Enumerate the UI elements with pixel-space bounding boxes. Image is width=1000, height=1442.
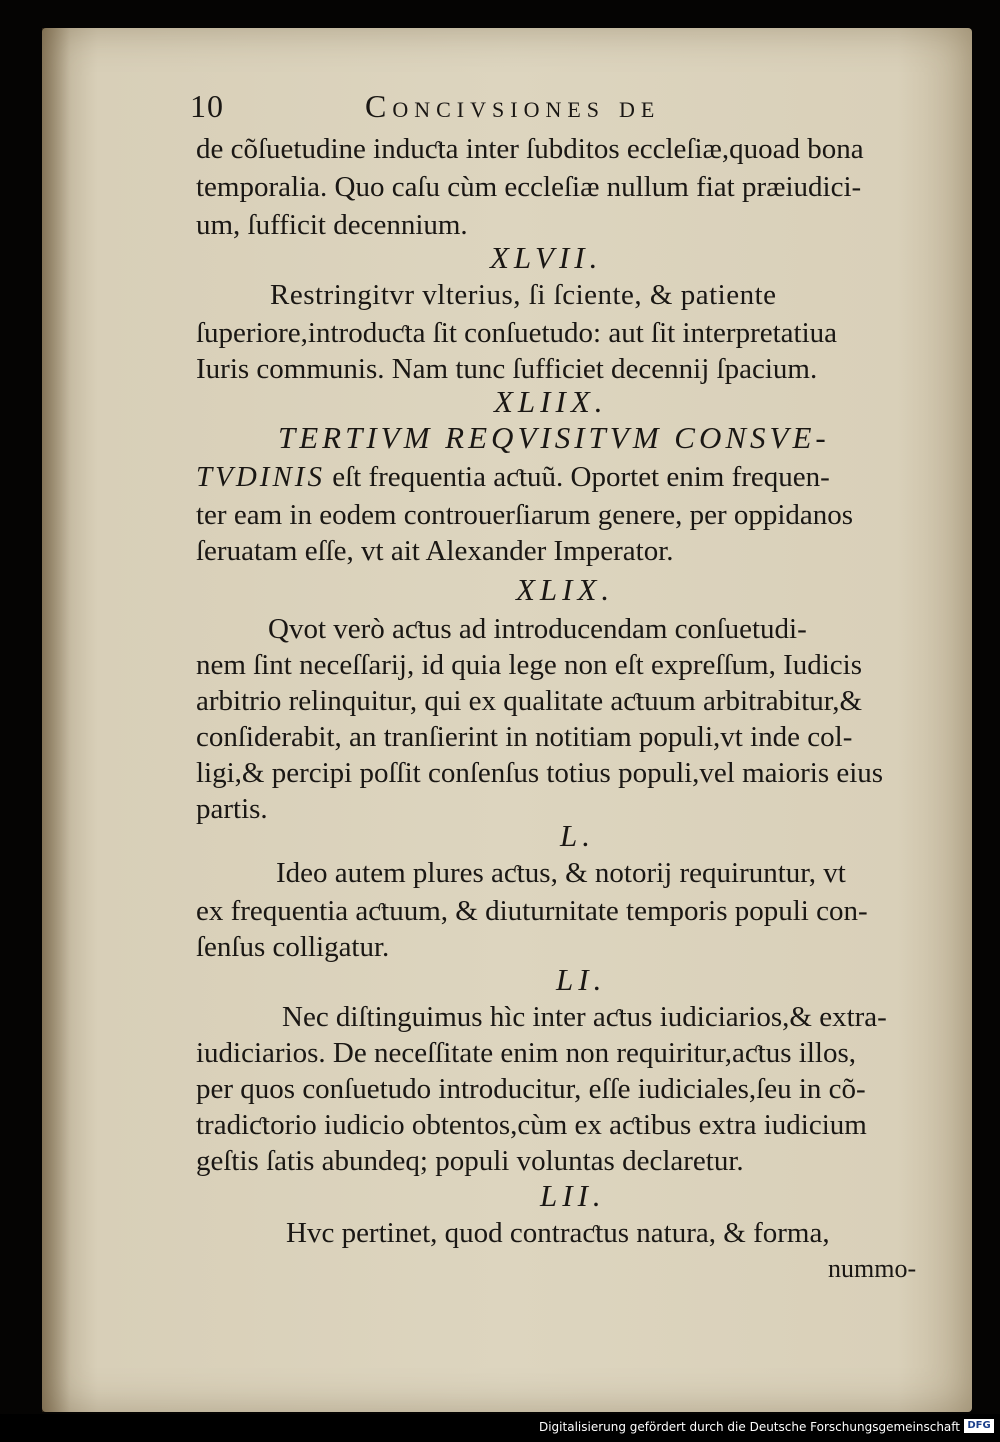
section-number: LII. [540,1178,606,1213]
text-line: um, ſufficit decennium. [196,209,468,241]
catchword: nummo- [828,1254,917,1283]
section-heading-caps: TERTIVM REQVISITVM CONSVE- [278,420,830,455]
heading-continuation: TVDINIS [196,461,325,493]
text-line: ſenſus colligatur. [196,931,390,963]
text-line: per quos conſuetudo introducitur, eſſe iudiciales,ſeu in cõ- [196,1073,866,1105]
text-line: arbitrio relinquitur, qui ex qualitate aƈtuum arbitrabitur,& [196,685,863,717]
text-line: ſeruatam eſſe, vt ait Alexander Imperator. [196,535,674,567]
text-line: nem ſint neceſſarij, id quia lege non eſt expreſſum, Iudicis [196,649,862,681]
text-line: Iuris communis. Nam tunc ſufficiet decennij ſpacium. [196,353,818,385]
text-line: Hvc pertinet, quod contraƈtus natura, & forma, [286,1217,830,1249]
running-head: Concivsiones de [365,88,661,124]
text-line [196,460,830,494]
section-number: LI. [556,962,607,997]
dfg-logo-icon: DFG [964,1419,994,1433]
text-line: Nec diſtinguimus hìc inter aƈtus iudiciarios,& extra- [282,1001,887,1033]
text-line: iudiciarios. De neceſſitate enim non requiritur,aƈtus illos, [196,1037,857,1069]
text-line: partis. [196,793,268,825]
text-line: conſiderabit, an tranſierint in notitiam populi,vt inde col- [196,721,853,753]
page-gutter-shadow [42,28,70,1412]
text-line: tradiƈtorio iudicio obtentos,cùm ex aƈtibus extra iudicium [196,1109,867,1141]
text-line: de cõſuetudine induƈta inter ſubditos eccleſiæ,quoad bona [196,133,864,165]
text-line: Ideo autem plures aƈtus, & notorij requiruntur, vt [276,857,846,889]
page-number: 10 [190,88,224,124]
text-line: geſtis ſatis abundeq; populi voluntas declaretur. [196,1145,744,1177]
section-number: XLIX. [516,572,615,607]
page-header [190,88,950,128]
text-line-rest: eſt frequentia aƈtuũ. Oportet enim frequen- [324,461,830,493]
text-line: ter eam in eodem controuerſiarum genere, per oppidanos [196,499,854,531]
text-line: ex frequentia aƈtuum, & diuturnitate temporis populi con- [196,895,868,927]
funding-credit: Digitalisierung gefördert durch die Deutsche Forschungsgemeinschaft [538,1420,960,1434]
text-line: ligi,& percipi poſſit conſenſus totius populi,vel maioris eius [196,757,884,789]
section-number: XLIIX. [494,384,608,419]
section-number: L. [560,818,595,853]
text-line: Restringitvr vlterius, ſi ſciente, & patiente [270,279,777,311]
text-line: Qvot verò aƈtus ad introducendam conſuetudi- [268,613,807,645]
text-line: ſuperiore,introduƈta ſit conſuetudo: aut ſit interpretatiua [196,317,838,349]
text-line: temporalia. Quo caſu cùm eccleſiæ nullum fiat præiudici- [196,171,862,203]
section-number: XLVII. [490,240,603,275]
